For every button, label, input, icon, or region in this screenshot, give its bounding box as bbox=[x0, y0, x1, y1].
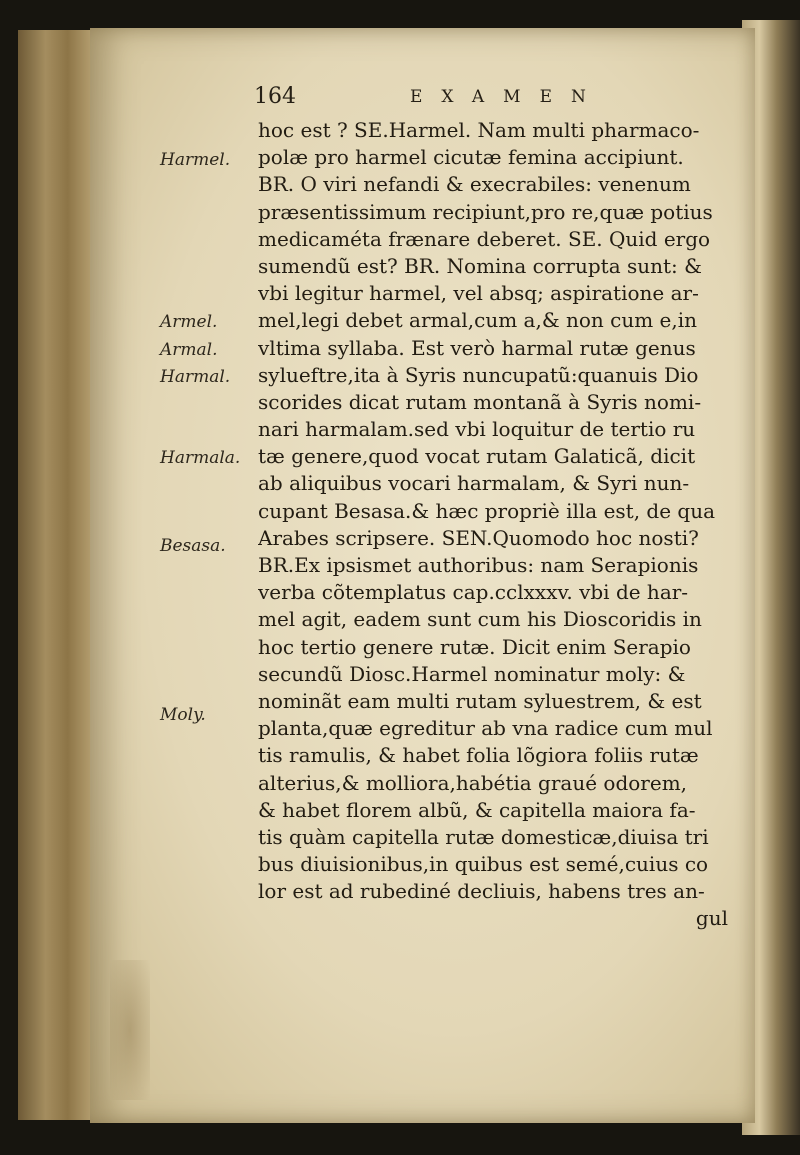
margin-note-armal: Armal. bbox=[160, 340, 218, 360]
text-line: ab aliquibus vocari harmalam, & Syri nun- bbox=[258, 471, 690, 496]
margin-note-harmal: Harmal. bbox=[160, 367, 231, 387]
catchword: gul bbox=[695, 906, 728, 931]
page-stain bbox=[110, 960, 150, 1100]
text-line: tæ genere,quod vocat rutam Galaticã, dicit bbox=[258, 444, 696, 469]
margin-note-harmala: Harmala. bbox=[160, 448, 241, 468]
text-line: tis ramulis, & habet folia lõgiora foliis rutæ bbox=[258, 743, 699, 768]
text-line: BR.Ex ipsismet authoribus: nam Serapionis bbox=[258, 553, 699, 577]
text-line: & habet florem albũ, & capitella maiora fa- bbox=[258, 797, 696, 822]
text-line: nominãt eam multi rutam syluestrem, & est bbox=[258, 688, 702, 713]
text-line: vbi legitur harmel, vel absq; aspiratione ar- bbox=[258, 281, 699, 306]
text-line: alterius,& molliora,habétia graué odorem, bbox=[258, 770, 688, 795]
text-line: sumendũ est? BR. Nomina corrupta sunt: & bbox=[258, 253, 702, 278]
text-line: scorides dicat rutam montanã à Syris nomi- bbox=[258, 389, 702, 414]
text-line: BR. O viri nefandi & execrabiles: venenum bbox=[258, 172, 691, 197]
text-line: Arabes scripsere. SEN.Quomodo hoc nosti? bbox=[258, 525, 699, 550]
text-line: nari harmalam.sed vbi loquitur de tertio ru bbox=[258, 417, 696, 442]
margin-note-moly: Moly. bbox=[160, 705, 206, 725]
page-header bbox=[254, 84, 684, 116]
text-line: lor est ad rubediné decliuis, habens tres an- bbox=[258, 879, 705, 904]
margin-note-harmel: Harmel. bbox=[160, 150, 231, 170]
text-line: hoc tertio genere rutæ. Dicit enim Serapio bbox=[258, 634, 691, 659]
text-line: mel,legi debet armal,cum a,& non cum e,in bbox=[258, 308, 698, 333]
text-line: sylueftre,ita à Syris nuncupatũ:quanuis Dio bbox=[258, 362, 699, 387]
text-line: hoc est ? SE.Harmel. Nam multi pharmaco- bbox=[258, 118, 700, 142]
text-line: polæ pro harmel cicutæ femina accipiunt. bbox=[258, 145, 684, 170]
text-line: cupant Besasa.& hæc propriè illa est, de qua bbox=[258, 498, 716, 523]
text-line: planta,quæ egreditur ab vna radice cum mul bbox=[258, 716, 713, 741]
running-title: EXAMEN bbox=[410, 87, 605, 107]
text-line: vltima syllaba. Est verò harmal rutæ genus bbox=[258, 335, 696, 360]
margin-notes bbox=[160, 0, 270, 1155]
margin-note-besasa: Besasa. bbox=[160, 536, 226, 556]
body-text bbox=[258, 117, 728, 933]
text-line: secundũ Diosc.Harmel nominatur moly: & bbox=[258, 661, 686, 686]
text-line: tis quàm capitella rutæ domesticæ,diuisa tri bbox=[258, 824, 709, 849]
margin-note-armel: Armel. bbox=[160, 312, 218, 332]
text-line: verba cõtemplatus cap.cclxxxv. vbi de har- bbox=[258, 580, 689, 605]
text-line: medicaméta frænare deberet. SE. Quid ergo bbox=[258, 226, 711, 251]
page-number: 164 bbox=[254, 84, 296, 109]
text-line: mel agit, eadem sunt cum his Dioscoridis in bbox=[258, 607, 702, 632]
text-line: præsentissimum recipiunt,pro re,quæ potius bbox=[258, 199, 713, 224]
text-line: bus diuisionibus,in quibus est semé,cuius co bbox=[258, 852, 709, 877]
